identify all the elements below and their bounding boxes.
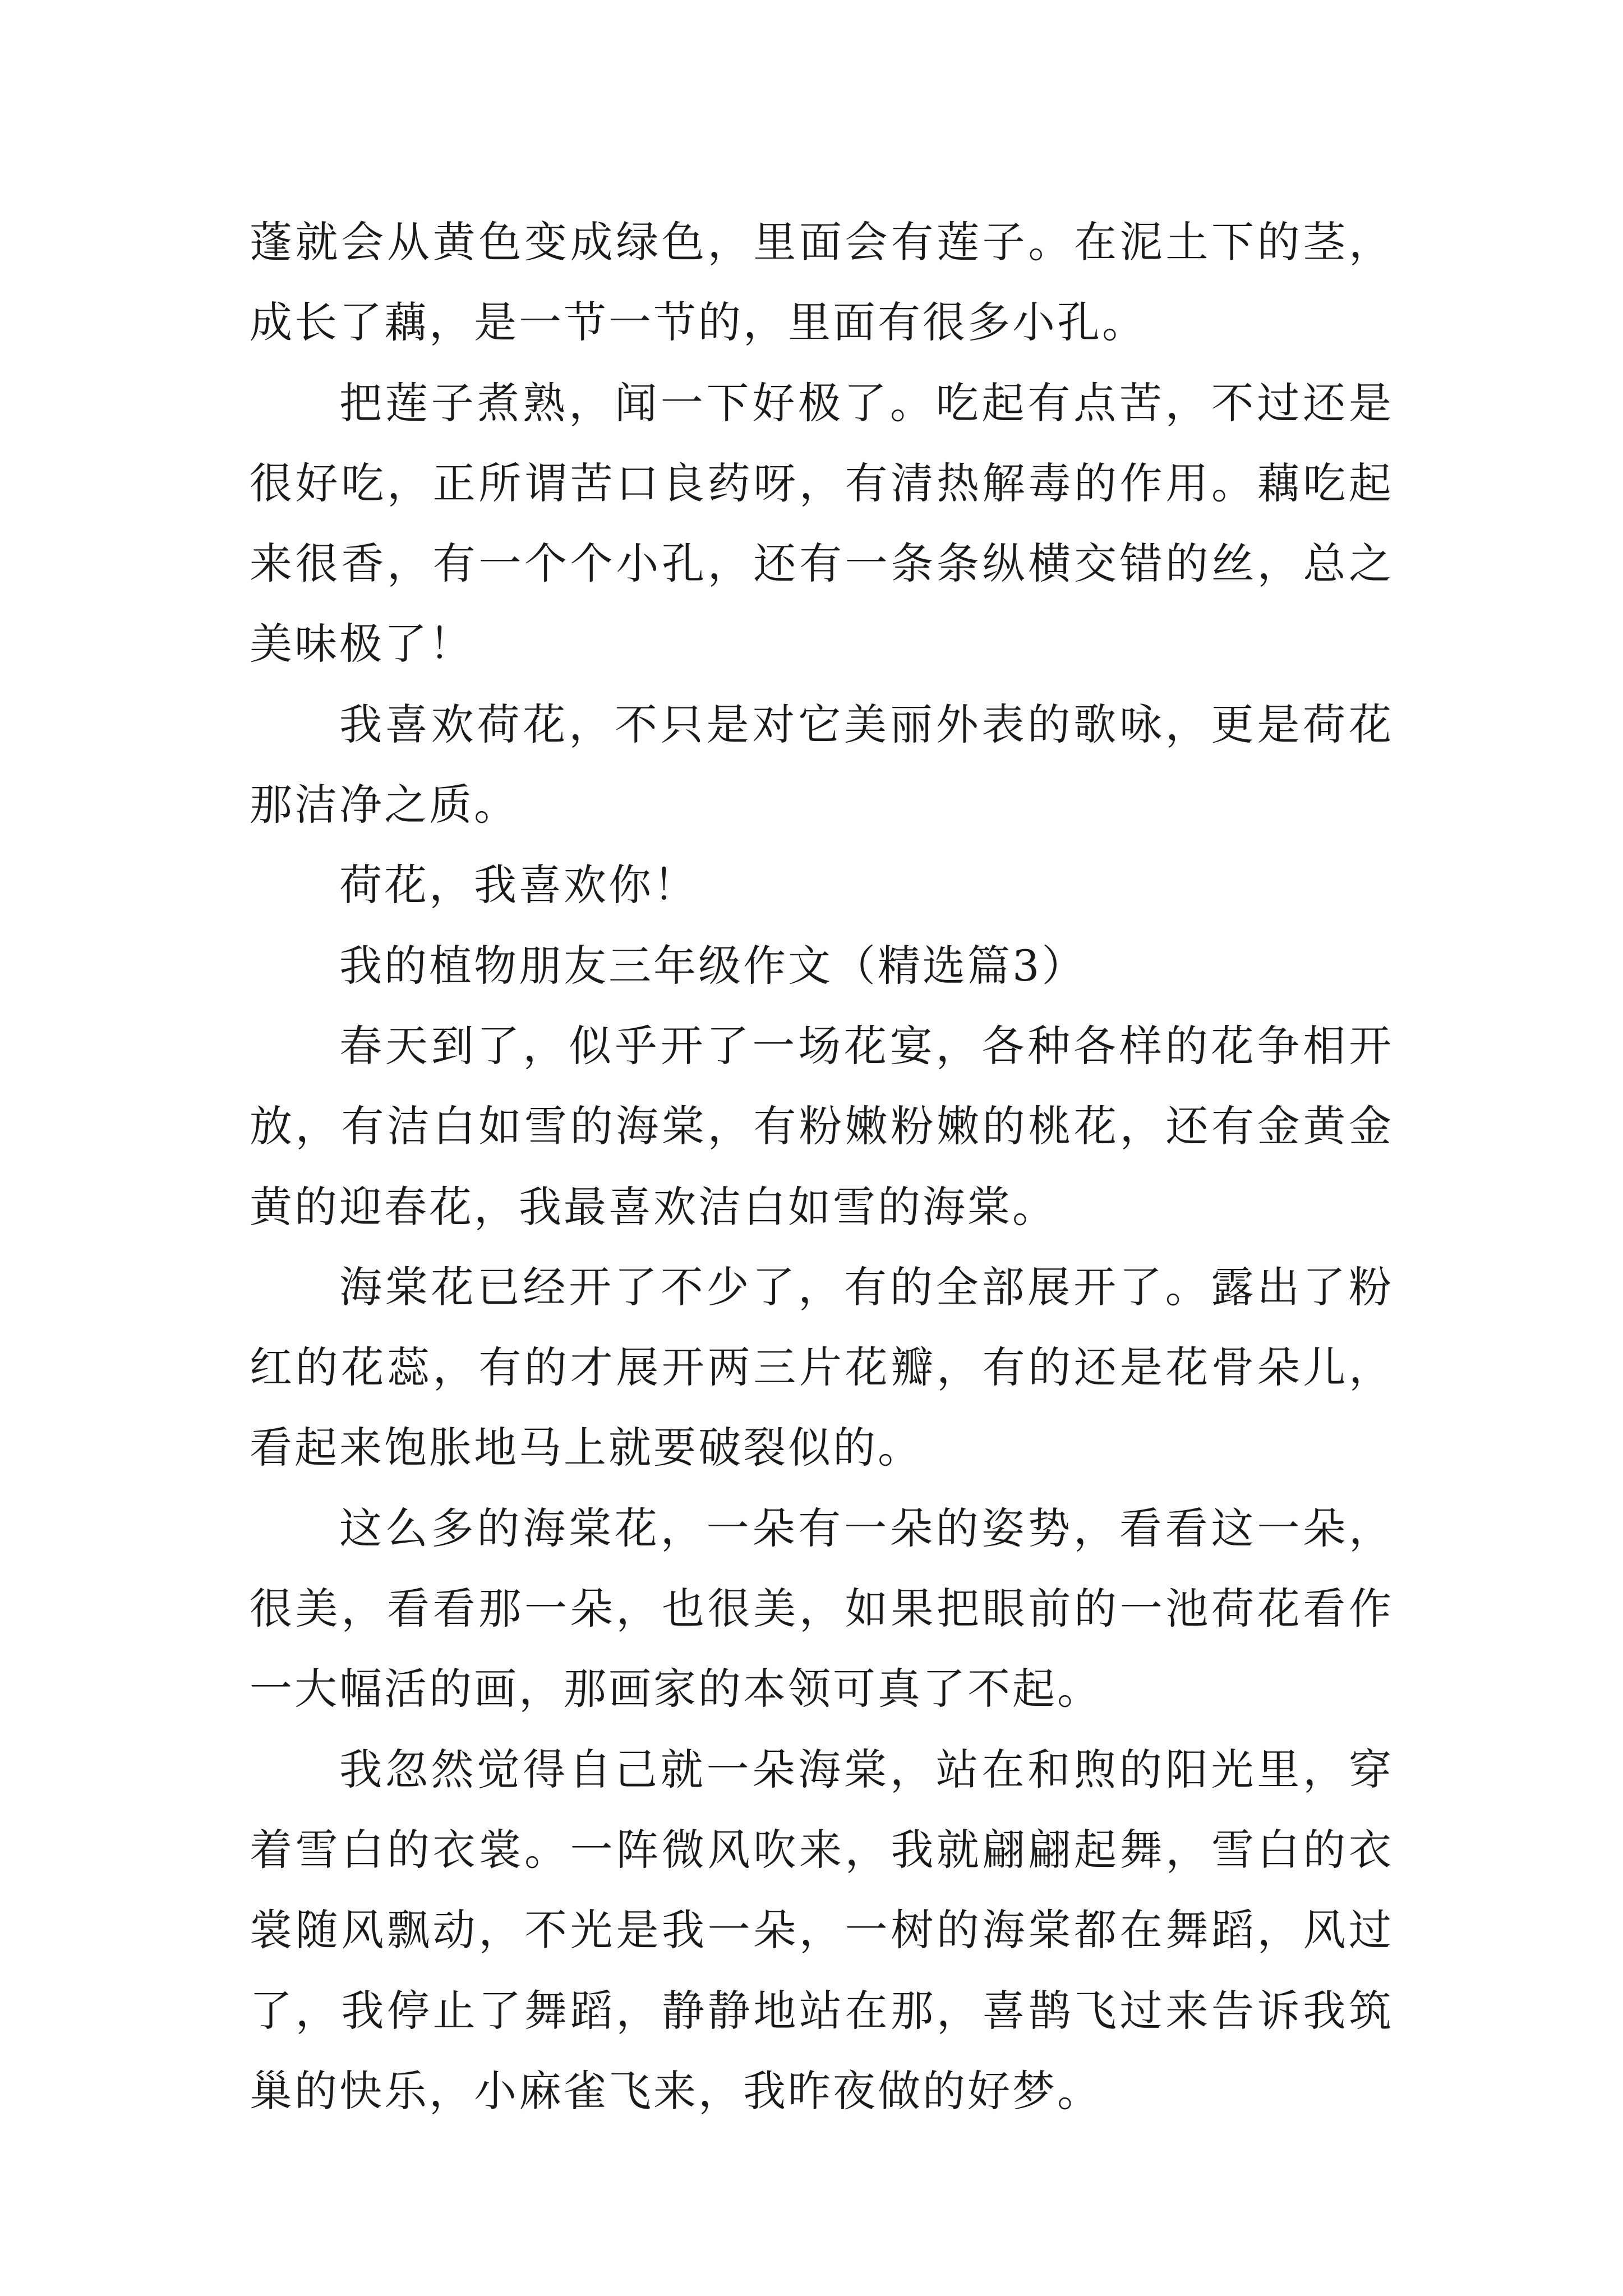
paragraph-spring: 春天到了，似乎开了一场花宴，各种各样的花争相开放，有洁白如雪的海棠，有粉嫩粉嫩的桃花，还有金黄金黄的迎春花，我最喜欢洁白如雪的海棠。	[250, 1020, 1394, 1232]
paragraph-imagine-begonia: 我忽然觉得自己就一朵海棠，站在和煦的阳光里，穿着雪白的衣裳。一阵微风吹来，我就翩翩起舞，雪白的衣裳随风飘动，不光是我一朵，一树的海棠都在舞蹈，风过了，我停止了舞蹈，静静地站在那，喜鹊飞过来告诉我筑巢的快乐，小麻雀飞来，我昨夜做的好梦。	[250, 1744, 1394, 2116]
document-body	[250, 202, 1394, 2131]
essay-heading: 我的植物朋友三年级作文（精选篇3）	[339, 940, 1087, 991]
paragraph-continuation: 蓬就会从黄色变成绿色，里面会有莲子。在泥土下的茎，成长了藕，是一节一节的，里面有很多小孔。	[250, 217, 1394, 348]
paragraph-lotus-exclaim: 荷花，我喜欢你！	[339, 860, 698, 910]
paragraph-lotus-seed: 把莲子煮熟，闻一下好极了。吃起有点苦，不过还是很好吃，正所谓苦口良药呀，有清热解毒的作用。藕吃起来很香，有一个个小孔，还有一条条纵横交错的丝，总之美味极了！	[250, 378, 1394, 669]
paragraph-love-lotus: 我喜欢荷花，不只是对它美丽外表的歌咏，更是荷花那洁净之质。	[250, 699, 1394, 830]
paragraph-begonia-bloom: 海棠花已经开了不少了，有的全部展开了。露出了粉红的花蕊，有的才展开两三片花瓣，有的还是花骨朵儿，看起来饱胀地马上就要破裂似的。	[250, 1262, 1394, 1473]
paragraph-begonia-poses: 这么多的海棠花，一朵有一朵的姿势，看看这一朵，很美，看看那一朵，也很美，如果把眼前的一池荷花看作一大幅活的画，那画家的本领可真了不起。	[250, 1503, 1394, 1714]
